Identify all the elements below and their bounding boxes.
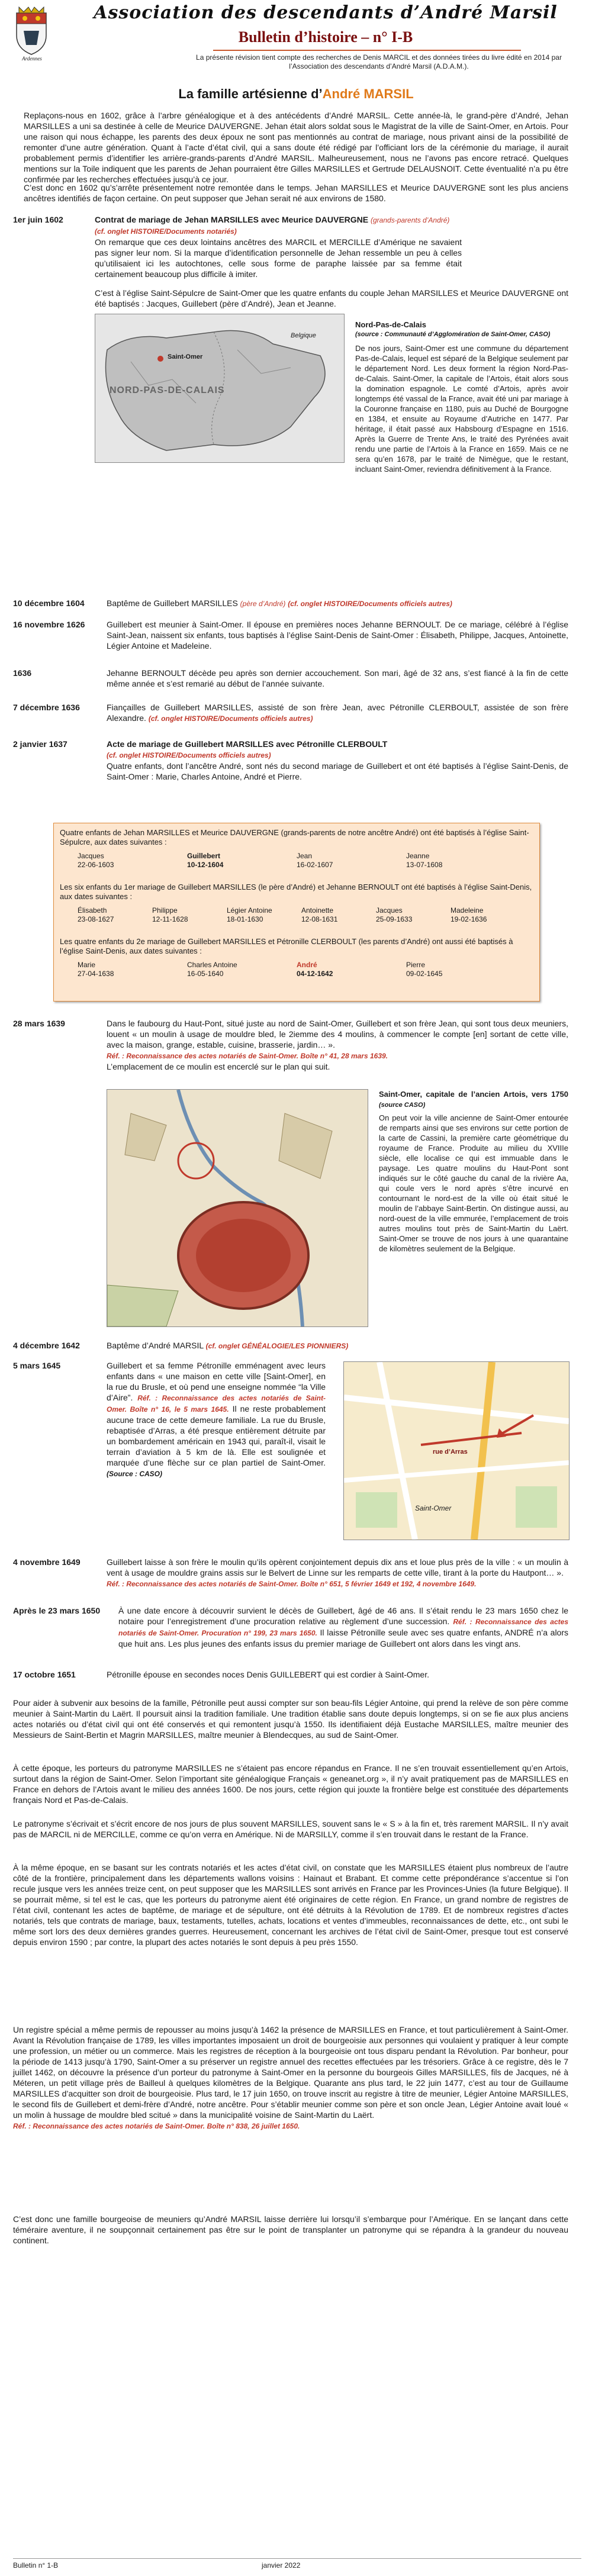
g2-name: Antoinette <box>301 906 334 915</box>
event-1645-ref: Réf. : Reconnaissance des actes notariés de Saint-Omer. Boîte n° 16, le 5 mars 1645. <box>107 1394 326 1413</box>
section-title-name: André MARSIL <box>322 86 414 101</box>
event-1602-heading-note: (grands-parents d’André) <box>371 216 450 224</box>
closing-paragraph-5 <box>13 2024 568 2131</box>
coat-of-arms-icon <box>13 5 50 57</box>
map2-title: Saint-Omer, capitale de l’ancien Artois, vers 1750 <box>379 1090 568 1099</box>
g2-name: Légier Antoine <box>227 906 272 915</box>
event-1626-text: Guillebert est meunier à Saint-Omer. Il épouse en premières noces Jehanne BERNOULT. De ce mariage, célébré à l’église Saint-Jean, naissent six enfants, tous baptisés à l’église Saint-Denis de Saint-Omer : Élisabeth, Philippe, Jacques, Antoinette, Légier Antoine et Madeleine. <box>107 620 568 651</box>
event-1649-text: Guillebert laisse à son frère le moulin qu’ils opèrent conjointement depuis dix ans et loue plus près de la ville : « un moulin à vent à usage de mouldre grains assis sur le Belvert de Linne sur les remparts de cette ville, tirant à la porte du Hautpont… ». <box>107 1557 568 1577</box>
closing-paragraph-3: Le patronyme s’écrivait et s’écrit encore de nos jours de plus souvent MARSILLES, souvent sans le « S » à la fin et, très rarement MARSIL. Il n’y avait pas de MARCIL ni de MERCILLE, comme ce qu’on verra en Amérique. Ni de MARSILLY, comme il s’en trouvait dans le restant de la France. <box>13 1819 568 1839</box>
event-date-1602: 1er juin 1602 <box>13 215 63 224</box>
baptism-summary-box <box>53 823 540 1002</box>
g2-date: 12-08-1631 <box>301 915 338 923</box>
event-1639-ref: Réf. : Reconnaissance des actes notariés de Saint-Omer. Boîte n° 41, 28 mars 1639. <box>107 1052 388 1060</box>
event-1602-paragraph-1: On remarque que ces deux lointains ancêtres des MARCIL et MERCILLE d’Amérique ne savaient pas signer leur nom. Si la marque d’identification personnelle de Jehan ressemble un peu à celles qu’utilisaient ici les autochtones, celle sous forme de paraphe laissée par sa femme était certainement beaucoup plus difficile à imiter. <box>95 237 462 279</box>
map1-source: (source : Communauté d’Agglomération de Saint-Omer, CASO) <box>355 331 551 338</box>
event-1639-text2: L’emplacement de ce moulin est encerclé sur le plan qui suit. <box>107 1062 330 1071</box>
event-date-1636b: 7 décembre 1636 <box>13 703 80 712</box>
g2-name: Élisabeth <box>78 906 107 915</box>
box-grid-3 <box>78 961 516 978</box>
g2-date: 25-09-1633 <box>376 915 413 923</box>
title-rule <box>213 50 521 51</box>
event-1637-ref: (cf. onglet HISTOIRE/Documents officiels autres) <box>107 751 271 759</box>
event-date-1604: 10 décembre 1604 <box>13 598 85 608</box>
revision-note: La présente révision tient compte des recherches de Denis MARCIL et des données tirées du livre édité en 2014 par l’Association des descendants d’André Marsil (A.D.A.M.). <box>196 53 562 70</box>
event-1636-text: Jehanne BERNOULT décède peu après son dernier accouchement. Son mari, âgé de 32 ans, s’est fiancé à la fin de cette même année et s’est remarié au début de l’année suivante. <box>107 668 568 688</box>
event-1650 <box>118 1605 568 1649</box>
map-saint-omer-label: Saint-Omer <box>168 353 203 360</box>
closing-paragraph-5-text: Un registre spécial a même permis de repousser au moins jusqu’à 1462 la présence de MARSILLES en France, et tout particulièrement à Saint-Omer. Avant la Révolution française de 1789, les villes importantes imposaient un droit de bourgeoisie aux personnes qui voulaient y pratiquer à leur compte une profession, un métier ou un commerce. Mais les registres de réception à la bourgeoisie ont tous disparu pendant la Révolution. Par bonheur, pour la période de 1413 jusqu’à 1790, Saint-Omer a su préserver un registre annuel des recettes effectuées par les trésoriers. Grâce à ce registre, dès le 7 juillet 1462, on découvre la présence d’un porteur du patronyme à Saint-Omer en la personne du bourgeois Gilles MARSILLES, fils de Jacques, né à Méteren, un petit village près de Bailleul à quelques kilomètres de la Belgique. Quarante ans plus tard, le 22 juin 1477, c’est au tour de Guillaume MARSILLES d’acquitter son droit de bourgeoisie. Plus tard, le 17 juin 1650, on trouve inscrit au registre à titre de meunier, Légier Antoine MARSILLES, le second fils de Guillebert et demi-frère d’André, notre ancêtre. Pour s’établir meunier comme son père et son oncle Jean, Légier Antoine avait loué « un molin à hussage de mouldre bled scitué » dans la municipalité voisine de Saint-Martin du Laërt. <box>13 2025 568 2120</box>
g1-date: 13-07-1608 <box>406 861 443 869</box>
g2-name: Madeleine <box>451 906 484 915</box>
cassini-map-drawing <box>107 1090 368 1326</box>
map2-text: On peut voir la ville ancienne de Saint-Omer entourée de remparts ainsi que ses environs sur cette portion de la carte de Cassini, la première carte géométrique du royaume de France. Produite au milieu du XVIIIe siècle, elle localise ce qui est immuable dans le paysage. Les quatre moulins du Haut-Pont sont indiqués sur le côté gauche du canal de la rivière Aa, qui coule vers le nord après s’être incurvé en contournant le nord-est de la ville où était situé le moulin de l’abbaye Saint-Bertin. On distingue aussi, au nord-ouest de la ville emmurée, l’emplacement de trois autres moulins tout près de Saint-Martin du Laërt. Saint-Omer se trouve de nos jours à une quarantaine de kilomètres seulement de la Belgique. <box>379 1113 568 1253</box>
rue-arras-map <box>343 1361 570 1540</box>
event-1645-text: Guillebert et sa femme Pétronille emménagent avec leurs enfants dans « une maison en cette ville [Saint-Omer], en la rue du Brusle, et où pend une enseigne nommée “la Ville d’Aire”. <box>107 1361 326 1402</box>
intro-paragraph-2: C’est donc en 1602 qu’s’arrête présentement notre remontée dans le temps. Jehan MARSILLES et Meurice DAUVERGNE sont les plus anciens ancêtres identifiés de façon certaine. On peut supposer que Jehan serait né aux environs de 1580. <box>24 183 568 203</box>
event-1637-heading: Acte de mariage de Guillebert MARSILLES avec Pétronille CLERBOULT <box>107 739 388 749</box>
event-1637-text: Quatre enfants, dont l’ancêtre André, sont nés du second mariage de Guillebert et ont été baptisés à l’église Saint-Denis, de Saint-Omer : Marie, Charles Antoine, André et Pierre. <box>107 761 568 781</box>
event-1642-text: Baptême d’André MARSIL <box>107 1341 204 1350</box>
footer <box>13 2558 581 2569</box>
g2-name: Jacques <box>376 906 403 915</box>
g3-date-andre: 04-12-1642 <box>297 970 333 978</box>
section-title-prefix: La famille artésienne d’ <box>178 86 323 101</box>
event-1649 <box>107 1557 568 1589</box>
box-line-2: Les six enfants du 1er mariage de Guillebert MARSILLES (le père d’André) et Jehanne BERNOULT ont été baptisés à l’église Saint-Denis, aux dates suivantes : <box>60 883 532 901</box>
event-1645-source: (Source : CASO) <box>107 1470 163 1478</box>
g2-date: 18-01-1630 <box>227 915 263 923</box>
footer-left: Bulletin n° 1-B <box>13 2561 59 2569</box>
event-1645 <box>107 1360 326 1479</box>
closing-paragraph-5-ref: Réf. : Reconnaissance des actes notariés de Saint-Omer. Boîte n° 838, 26 juillet 1650. <box>13 2122 300 2130</box>
event-1604-text: Baptême de Guillebert MARSILLES <box>107 598 238 608</box>
g1-name: Jeanne <box>406 852 430 860</box>
map1-caption <box>355 320 568 474</box>
g3-date: 16-05-1640 <box>187 970 224 978</box>
event-1604 <box>107 598 568 609</box>
event-date-1639: 28 mars 1639 <box>13 1019 65 1028</box>
closing-paragraph-2: À cette époque, les porteurs du patronyme MARSILLES ne s’étaient pas encore répandus en France. Il ne s’en trouvait essentiellement qu’en Artois, surtout dans la région de Saint-Omer. Selon l’important site généalogique Français « geneanet.org », il n’y avait pratiquement pas de MARSILLES en France en dehors de l’Artois avant le milieu des années 1600. De nos jours, cette région qui jouxte la frontière belge est constituée des départements français Nord et Pas-de-Calais. <box>13 1763 568 1805</box>
g3-date: 27-04-1638 <box>78 970 114 978</box>
event-1650-text2: Il laisse Pétronille seule avec ses quatre enfants, ANDRÉ n’a alors que huit ans. Les plus jeunes des enfants issus du premier mariage de Guillebert ont alors dans les vingt ans. <box>118 1628 568 1648</box>
map-region-label: NORD-PAS-DE-CALAIS <box>110 385 225 395</box>
event-1650-text: À une date encore à découvrir survient le décès de Guillebert, âgé de 46 ans. Il s’était rendu le 23 mars 1650 chez le notaire pour l’enregistrement d’une procuration relative au règlement d’une succession. <box>118 1606 568 1626</box>
event-1639-text: Dans le faubourg du Haut-Pont, situé juste au nord de Saint-Omer, Guillebert et son frère Jean, qui sont tous deux meuniers, louent « un moulin à usage de mouldre bled, le 2iemme des 4 moulins, à commencer le compte [en] sortant de cette ville, avec la maison, grange, estable, cuisine, brasserie, jardin… ». <box>107 1019 568 1049</box>
event-1637 <box>107 739 568 782</box>
saint-omer-1750-map <box>107 1089 368 1327</box>
event-date-1636: 1636 <box>13 668 32 678</box>
g2-date: 23-08-1627 <box>78 915 114 923</box>
event-1602-ref: (cf. onglet HISTOIRE/Documents notariés) <box>95 227 237 236</box>
box-line-3: Les quatre enfants du 2e mariage de Guillebert MARSILLES et Pétronille CLERBOULT (les parents d’André) ont aussi été baptisés à l’église Saint-Denis, aux dates suivantes : <box>60 937 513 955</box>
g1-name: Guillebert <box>187 852 221 860</box>
map-belgique-label: Belgique <box>291 332 316 339</box>
map1-title: Nord-Pas-de-Calais <box>355 320 426 329</box>
map3-city-label: Saint-Omer <box>415 1504 452 1512</box>
closing-paragraph-6: C’est donc une famille bourgeoise de meuniers qu’André MARSIL laisse derrière lui lorsqu’il s’embarque pour l’Amérique. En se lançant dans cette téméraire aventure, il ne soupçonnait certainement pas être sur le point de transplanter un patronyme qui se répandra à la grandeur du nouveau continent. <box>13 2214 568 2245</box>
crest-caption: Ardennes <box>22 56 42 62</box>
map1-text: De nos jours, Saint-Omer est une commune du département Pas-de-Calais, lequel est séparé de la Belgique seulement par le département Nord. Les deux forment la région Nord-Pas-de-Calais. Saint-Omer, la capitale de l’Artois, était alors sous la domination espagnole. Le comté d’Artois, après avoir longtemps été vassal de la France, avait été uni par mariage à la Couronne française en 1180, puis au Duché de Bourgogne en 1384, et ensuite au Royaume d’Autriche en 1477. Par héritage, il était passé aux Habsbourg d’Espagne en 1516. Après la Guerre de Trente Ans, le traité des Pyrénées avait rendu une partie de l’Artois à la France en 1659. Mais ce ne sera qu’en 1678, par le traité de Nimègue, que le restant, incluant Saint-Omer, reviendra définitivement à la France. <box>355 344 568 474</box>
association-title: Association des descendants d’André Marsil <box>94 2 558 23</box>
event-1642-ref: (cf. onglet GÉNÉALOGIE/LES PIONNIERS) <box>205 1342 349 1350</box>
event-date-1645: 5 mars 1645 <box>13 1361 61 1370</box>
g3-name: Marie <box>78 961 96 969</box>
event-1602-paragraph-2: C’est à l’église Saint-Sépulcre de Saint-Omer que les quatre enfants du couple Jehan MARSILLES et Meurice DAUVERGNE ont été baptisés : Jacques, Guillebert (père d’André), Jean et Jeanne. <box>95 288 568 308</box>
event-1602-heading: Contrat de mariage de Jehan MARSILLES avec Meurice DAUVERGNE <box>95 215 369 224</box>
footer-date: janvier 2022 <box>262 2561 301 2569</box>
map3-street-label: rue d’Arras <box>433 1448 468 1456</box>
closing-paragraph-4: À la même époque, en se basant sur les contrats notariés et les actes d’état civil, on constate que les MARSILLES étaient plus nombreux de l’autre côté de la frontière, principalement dans les départements wallons voisins : Hainaut et Brabant. Et comme cette prépondérance s’accentue si l’on recule jusque vers les années treize cent, on peut supposer que les MARSILLES sont arrivés en France par les Provinces-Unies (la future Belgique). Il se pourrait même, si tel est le cas, que les porteurs du patronyme aient été originaires de cette région. En France, un grand nombre de registres de l’état civil, contenant les actes de baptême, de mariage et de sépulture, ont été détruits à la Révolution de 1789. Et de nombreux registres d’actes notariés, tels que contrats de mariage, baux, testaments, tutelles, achats, locations et ventes d’immeubles, reconnaissances de dette, etc., ont subi le même sort lors des deux dernières grandes guerres. Heureusement, concernant les archives de l’état civil de Saint-Omer, presque tout est conservé depuis environ 1590 ; par contre, la plupart des actes notariés le sont depuis à peu près 1550. <box>13 1863 568 1947</box>
intro-paragraph-1: Replaçons-nous en 1602, grâce à l’arbre généalogique et à des antécédents d’André MARSIL. Cette année-là, le grand-père d’André, Jehan MARSILLES a uni sa destinée à celle de Meurice DAUVERGNE. Jehan était alors soldat sous le Magistrat de la ville de Saint-Omer, en Artois. Pour une raison qui nous échappe, les parents des deux époux ne sont pas mentionnés au contrat de mariage, nous privant ainsi de la possibilité de remonter d’une autre génération. Quant à l’acte d’état civil, qui a sans doute été rédigé par l’officiant lors de la cérémonie du mariage, il aurait probablement permis d’identifier les arrière-grands-parents d’André MARSIL. Malheureusement, nous ne l’avons pas encore retracé. Quelques mentions sur la Toile indiquent que les parents de Jehan pourraient être Gilles MARSILLES et Gertrude DELAUSNOIT. Cette éventualité n’a pu être confirmée par les recherches effectuées jusqu’à ce jour. <box>24 111 568 184</box>
event-date-1650: Après le 23 mars 1650 <box>13 1606 101 1615</box>
event-1649-ref: Réf. : Reconnaissance des actes notariés de Saint-Omer. Boîte n° 651, 5 février 1649 et 192, 4 novembre 1649. <box>107 1580 477 1588</box>
event-1651-text: Pétronille épouse en secondes noces Denis GUILLEBERT qui est cordier à Saint-Omer. <box>107 1670 429 1679</box>
closing-paragraph-1: Pour aider à subvenir aux besoins de la famille, Pétronille peut aussi compter sur son beau-fils Légier Antoine, qui prend la relève de son père comme meunier à Saint-Martin du Laërt. Il poursuit ainsi la tradition familiale. Une tradition établie sans doute depuis longtemps, si on se fie aux plus anciens actes notariés ou d’état civil qui ont été conservés et qui remontent jusqu’à 1550. Ils identifiaient déjà Eustache MARSILLES, maître meunier des Messieurs de Saint-Bertin et Magrin MARSILLES, maître meunier à Blendecques, au sud de Saint-Omer. <box>13 1698 568 1740</box>
g1-date: 10-12-1604 <box>187 861 224 869</box>
g2-date: 12-11-1628 <box>152 915 188 923</box>
g3-name: Charles Antoine <box>187 961 237 969</box>
event-date-1626: 16 novembre 1626 <box>13 620 85 629</box>
map2-source: (source CASO) <box>379 1102 426 1109</box>
event-date-1649: 4 novembre 1649 <box>13 1557 81 1567</box>
event-1645-text2: Il ne reste probablement aucune trace de cette demeure familiale. La rue du Brusle, rebaptisée d’Arras, a été presque entièrement détruite par un bombardement américain en 1943 qui, paraît-il, visait le terrain d’aviation à 5 km de là. Elle est soulignée et marquée d’une flèche sur ce plan partiel de Saint-Omer. <box>107 1404 326 1467</box>
g1-date: 16-02-1607 <box>297 861 333 869</box>
event-1602 <box>95 214 568 237</box>
g1-name: Jacques <box>78 852 104 860</box>
event-1636b-ref: (cf. onglet HISTOIRE/Documents officiels autres) <box>148 714 313 723</box>
event-1604-ref: (cf. onglet HISTOIRE/Documents officiels autres) <box>288 600 452 608</box>
event-1636b-text: Fiançailles de Guillebert MARSILLES, assisté de son frère Jean, avec Pétronille CLERBOULT, assistée de son frère Alexandre. <box>107 703 568 723</box>
g2-date: 19-02-1636 <box>451 915 487 923</box>
g1-date: 22-06-1603 <box>78 861 114 869</box>
event-date-1637: 2 janvier 1637 <box>13 739 67 749</box>
box-grid-2 <box>78 906 527 924</box>
g1-name: Jean <box>297 852 313 860</box>
map2-caption <box>379 1089 568 1254</box>
g3-name: Pierre <box>406 961 426 969</box>
event-1642 <box>107 1340 568 1351</box>
box-grid-1 <box>78 852 516 870</box>
event-date-1651: 17 octobre 1651 <box>13 1670 76 1679</box>
g2-name: Philippe <box>152 906 178 915</box>
bulletin-title: Bulletin d’histoire – n° I-B <box>238 28 413 46</box>
section-title <box>0 86 592 102</box>
event-1604-note: (père d’André) <box>240 600 286 608</box>
g3-name-andre: André <box>297 961 317 969</box>
box-line-1: Quatre enfants de Jehan MARSILLES et Meurice DAUVERGNE (grands-parents de notre ancêtre André) ont été baptisés à l’église Saint-Sépulcre, aux dates suivantes : <box>60 828 529 846</box>
header <box>0 0 592 70</box>
event-1636b <box>107 702 568 724</box>
g3-date: 09-02-1645 <box>406 970 443 978</box>
event-1650-ref: Réf. : Reconnaissance des actes notariés de Saint-Omer. Procuration n° 199, 23 mars 1650. <box>118 1618 568 1637</box>
event-date-1642: 4 décembre 1642 <box>13 1341 80 1350</box>
event-1639 <box>107 1018 568 1072</box>
nord-pas-de-calais-map <box>95 314 345 463</box>
